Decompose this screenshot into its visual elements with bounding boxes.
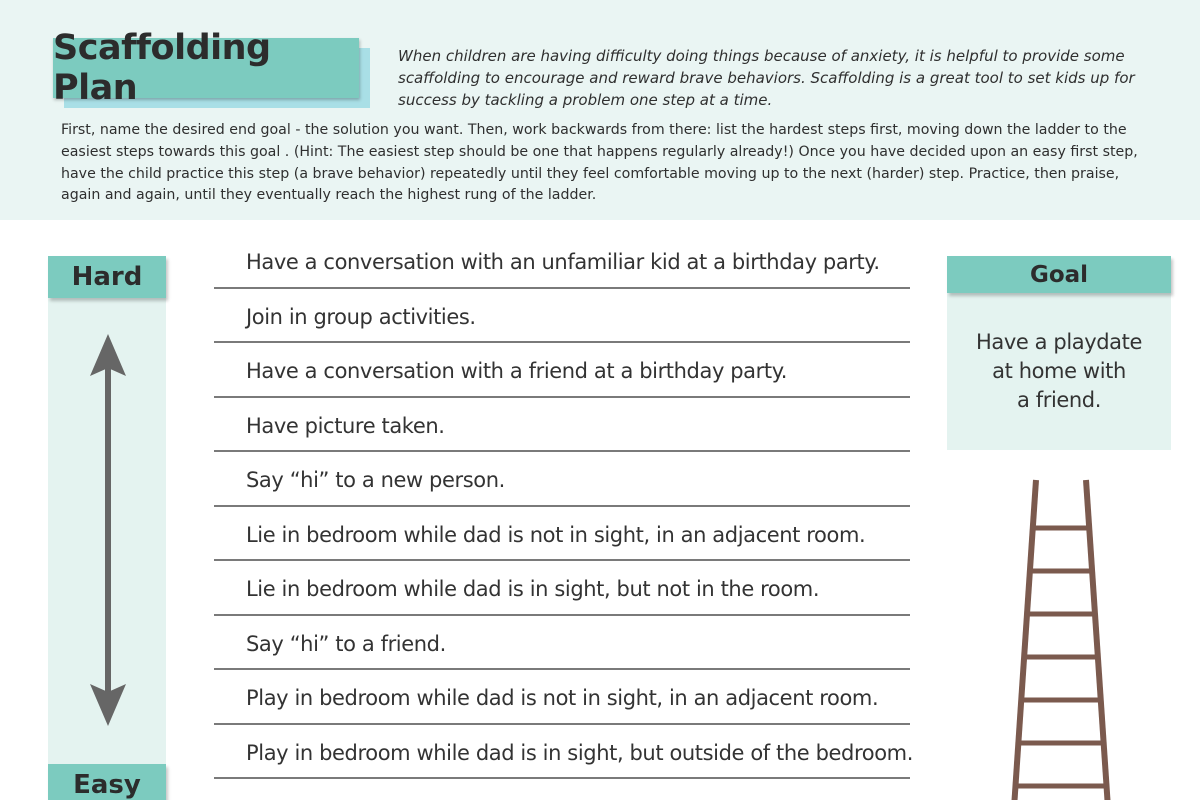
double-arrow-vertical-icon: [84, 330, 132, 730]
step-row: [214, 670, 910, 725]
step-row: [214, 398, 910, 453]
step-row: [214, 725, 913, 780]
step-text: Have a conversation with an unfamiliar kid at a birthday party.: [246, 250, 880, 275]
step-text: Play in bedroom while dad is not in sight, in an adjacent room.: [246, 686, 879, 711]
instructions-text: First, name the desired end goal - the solution you want. Then, work backwards from there: list the hardest steps first, moving down the ladder to the easiest steps towards this goal . (Hint: The easiest step should be one that happens regularly already!) Once you have decided upon an easy first step, have the child practice this step (a brave behavior) repeatedly until they feel comfortable moving up to the next (harder) step. Practice, then praise, again and again, until they eventually reach the highest rung of the ladder.: [61, 122, 1138, 204]
step-text: Lie in bedroom while dad is not in sight, in an adjacent room.: [246, 522, 866, 547]
step-row: [214, 507, 910, 562]
step-text: Have a conversation with a friend at a birthday party.: [246, 359, 788, 384]
step-text: Join in group activities.: [246, 304, 476, 329]
ladder-icon: [1006, 478, 1116, 800]
step-text: Play in bedroom while dad is in sight, but outside of the bedroom.: [246, 740, 913, 765]
step-row: [214, 234, 910, 289]
step-text: Say “hi” to a friend.: [246, 631, 446, 656]
goal-line-3: a friend.: [1016, 388, 1102, 412]
step-row: [214, 289, 910, 344]
step-row: [214, 616, 910, 671]
goal-label: Goal: [947, 256, 1171, 293]
goal-line-2: at home with: [992, 359, 1126, 383]
step-row: [214, 561, 910, 616]
step-text: Say “hi” to a new person.: [246, 468, 505, 493]
step-text: Have picture taken.: [246, 413, 445, 438]
goal-text: [947, 328, 1171, 415]
hard-label: Hard: [48, 256, 166, 298]
intro-text: When children are having difficulty doing things because of anxiety, it is helpful to provide some scaffolding to encourage and reward brave behaviors. Scaffolding is a great tool to set kids up for success by tackling a problem one step at a time.: [398, 47, 1135, 109]
easy-label: Easy: [48, 764, 166, 800]
step-text: Lie in bedroom while dad is in sight, but not in the room.: [246, 577, 820, 602]
goal-line-1: Have a playdate: [975, 330, 1143, 354]
page-title: Scaffolding Plan: [53, 28, 271, 108]
steps-list: [214, 234, 913, 779]
title-box: [53, 28, 359, 108]
step-row: [214, 343, 910, 398]
step-row: [214, 452, 910, 507]
